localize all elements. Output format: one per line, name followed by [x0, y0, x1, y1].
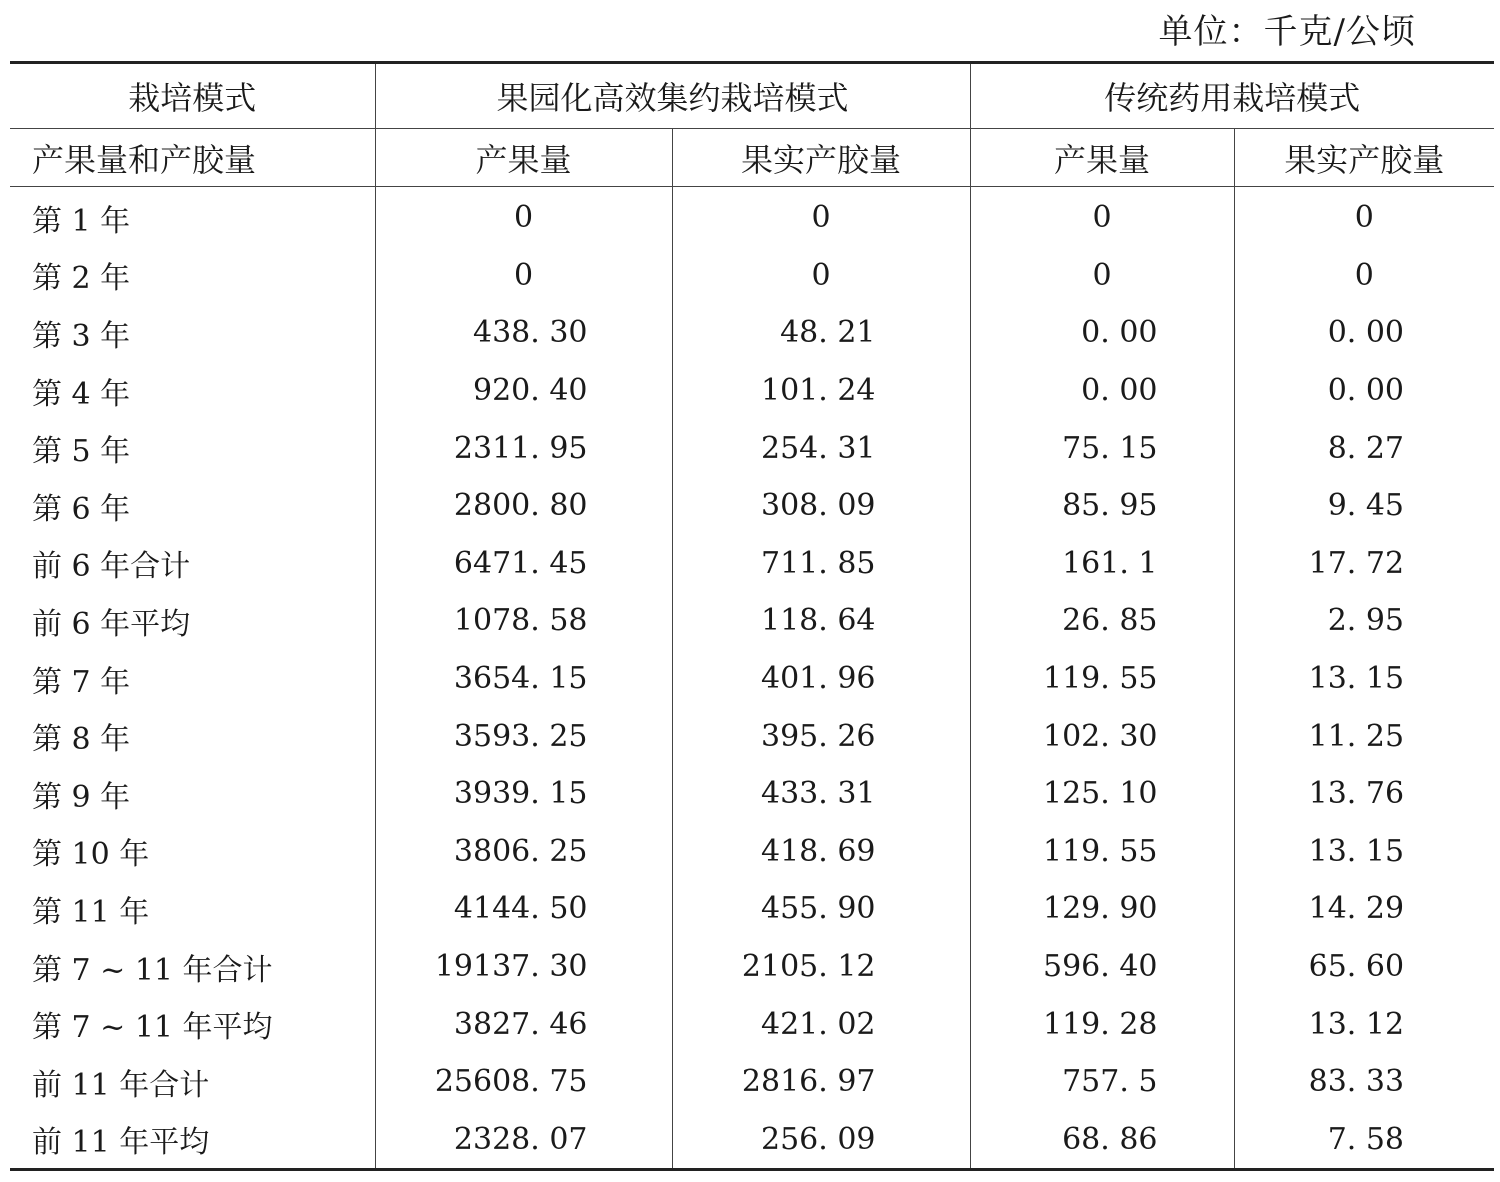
cell-orchard-gum: 0	[672, 187, 970, 247]
table-row	[10, 1053, 1494, 1111]
cell-orchard-gum: 711. 85	[672, 535, 970, 593]
cell-orchard-gum: 254. 31	[672, 419, 970, 477]
table-row	[10, 880, 1494, 938]
cell-orchard-gum: 308. 09	[672, 477, 970, 535]
yield-table	[10, 61, 1494, 1171]
table-row	[10, 477, 1494, 535]
cell-orchard-gum: 2816. 97	[672, 1053, 970, 1111]
table-row	[10, 419, 1494, 477]
cell-traditional-yield: 596. 40	[970, 938, 1234, 996]
header-orchard-gum: 果实产胶量	[672, 129, 970, 187]
cell-traditional-gum: 13. 15	[1234, 823, 1494, 881]
cell-orchard-yield: 25608. 75	[375, 1053, 672, 1111]
table-row	[10, 707, 1494, 765]
cell-orchard-yield: 3827. 46	[375, 995, 672, 1053]
cell-orchard-gum: 118. 64	[672, 592, 970, 650]
cell-orchard-yield: 1078. 58	[375, 592, 672, 650]
cell-orchard-gum: 256. 09	[672, 1111, 970, 1170]
cell-orchard-yield: 4144. 50	[375, 880, 672, 938]
cell-traditional-yield: 757. 5	[970, 1053, 1234, 1111]
row-label: 第 5 年	[32, 434, 131, 470]
row-label: 第 9 年	[32, 779, 131, 815]
cell-orchard-yield: 438. 30	[375, 304, 672, 362]
cell-orchard-yield: 0	[375, 247, 672, 305]
cell-traditional-yield: 26. 85	[970, 592, 1234, 650]
unit-label: 单位：千克/公顷	[1158, 12, 1416, 52]
cell-orchard-gum: 455. 90	[672, 880, 970, 938]
cell-traditional-yield: 125. 10	[970, 765, 1234, 823]
cell-traditional-gum: 13. 15	[1234, 650, 1494, 708]
header-row-metrics	[10, 129, 1494, 187]
cell-orchard-gum: 401. 96	[672, 650, 970, 708]
row-label: 第 1 年	[32, 203, 131, 239]
cell-traditional-yield: 129. 90	[970, 880, 1234, 938]
table-row	[10, 995, 1494, 1053]
header-mode-label: 栽培模式	[10, 63, 375, 129]
row-label: 第 7 ~ 11 年合计	[32, 952, 273, 988]
cell-traditional-gum: 13. 76	[1234, 765, 1494, 823]
cell-traditional-yield: 0	[970, 187, 1234, 247]
cell-orchard-gum: 101. 24	[672, 362, 970, 420]
cell-traditional-gum: 0	[1234, 247, 1494, 305]
table-row	[10, 1111, 1494, 1170]
row-label: 前 11 年平均	[32, 1125, 210, 1161]
table-row	[10, 187, 1494, 247]
cell-traditional-gum: 14. 29	[1234, 880, 1494, 938]
table-row	[10, 938, 1494, 996]
row-label: 前 6 年平均	[32, 606, 191, 642]
cell-traditional-gum: 9. 45	[1234, 477, 1494, 535]
cell-orchard-gum: 418. 69	[672, 823, 970, 881]
table-row	[10, 592, 1494, 650]
row-label: 第 7 ~ 11 年平均	[32, 1010, 273, 1046]
row-label: 第 3 年	[32, 318, 131, 354]
cell-orchard-yield: 2311. 95	[375, 419, 672, 477]
cell-orchard-yield: 3654. 15	[375, 650, 672, 708]
table-row	[10, 650, 1494, 708]
cell-traditional-gum: 7. 58	[1234, 1111, 1494, 1170]
row-label: 前 6 年合计	[32, 549, 191, 585]
cell-traditional-gum: 83. 33	[1234, 1053, 1494, 1111]
cell-traditional-gum: 2. 95	[1234, 592, 1494, 650]
header-mode-orchard: 果园化高效集约栽培模式	[375, 63, 970, 129]
table-row	[10, 304, 1494, 362]
table-row	[10, 823, 1494, 881]
header-orchard-yield: 产果量	[375, 129, 672, 187]
cell-orchard-yield: 2800. 80	[375, 477, 672, 535]
cell-traditional-yield: 119. 28	[970, 995, 1234, 1053]
cell-orchard-yield: 920. 40	[375, 362, 672, 420]
cell-traditional-yield: 102. 30	[970, 707, 1234, 765]
header-mode-traditional: 传统药用栽培模式	[970, 63, 1494, 129]
row-label: 第 2 年	[32, 261, 131, 297]
cell-orchard-gum: 433. 31	[672, 765, 970, 823]
row-label: 第 7 年	[32, 664, 131, 700]
cell-traditional-yield: 161. 1	[970, 535, 1234, 593]
table-row	[10, 362, 1494, 420]
cell-traditional-gum: 11. 25	[1234, 707, 1494, 765]
cell-traditional-gum: 0. 00	[1234, 362, 1494, 420]
cell-traditional-yield: 119. 55	[970, 650, 1234, 708]
cell-orchard-gum: 395. 26	[672, 707, 970, 765]
cell-orchard-yield: 0	[375, 187, 672, 247]
cell-traditional-gum: 0. 00	[1234, 304, 1494, 362]
header-metric-label: 产果量和产胶量	[10, 129, 375, 187]
cell-traditional-gum: 17. 72	[1234, 535, 1494, 593]
cell-orchard-yield: 3593. 25	[375, 707, 672, 765]
cell-orchard-yield: 3806. 25	[375, 823, 672, 881]
table-row	[10, 535, 1494, 593]
row-label: 第 11 年	[32, 894, 150, 930]
row-label: 前 11 年合计	[32, 1067, 210, 1103]
cell-traditional-yield: 0	[970, 247, 1234, 305]
cell-traditional-yield: 0. 00	[970, 304, 1234, 362]
cell-orchard-gum: 421. 02	[672, 995, 970, 1053]
cell-orchard-yield: 6471. 45	[375, 535, 672, 593]
cell-orchard-gum: 48. 21	[672, 304, 970, 362]
row-label: 第 4 年	[32, 376, 131, 412]
table-row	[10, 765, 1494, 823]
cell-traditional-gum: 65. 60	[1234, 938, 1494, 996]
cell-traditional-gum: 8. 27	[1234, 419, 1494, 477]
row-label: 第 6 年	[32, 491, 131, 527]
row-label: 第 8 年	[32, 722, 131, 758]
cell-traditional-yield: 68. 86	[970, 1111, 1234, 1170]
table-row	[10, 247, 1494, 305]
cell-traditional-gum: 0	[1234, 187, 1494, 247]
cell-orchard-gum: 0	[672, 247, 970, 305]
header-traditional-yield: 产果量	[970, 129, 1234, 187]
table-body	[10, 187, 1494, 1170]
cell-traditional-yield: 0. 00	[970, 362, 1234, 420]
cell-orchard-yield: 2328. 07	[375, 1111, 672, 1170]
header-traditional-gum: 果实产胶量	[1234, 129, 1494, 187]
cell-traditional-yield: 85. 95	[970, 477, 1234, 535]
cell-orchard-yield: 19137. 30	[375, 938, 672, 996]
cell-orchard-gum: 2105. 12	[672, 938, 970, 996]
row-label: 第 10 年	[32, 837, 150, 873]
cell-traditional-yield: 75. 15	[970, 419, 1234, 477]
header-row-modes	[10, 63, 1494, 129]
cell-orchard-yield: 3939. 15	[375, 765, 672, 823]
cell-traditional-gum: 13. 12	[1234, 995, 1494, 1053]
cell-traditional-yield: 119. 55	[970, 823, 1234, 881]
